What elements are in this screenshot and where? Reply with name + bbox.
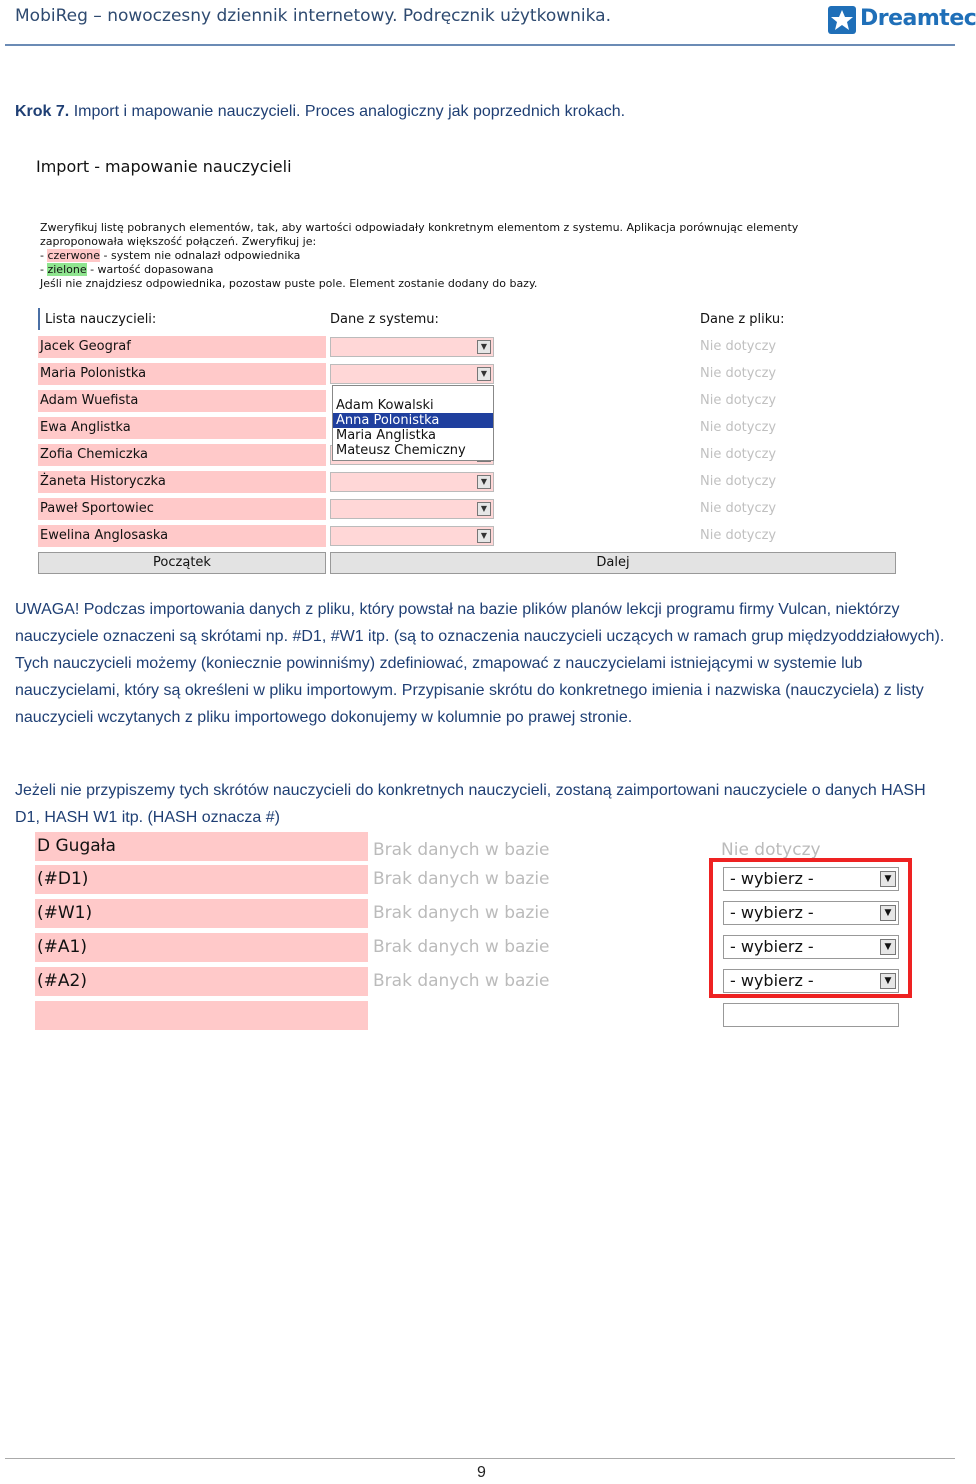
system-select-dropdown[interactable] (332, 385, 494, 461)
chevron-down-icon[interactable]: ▼ (477, 367, 491, 381)
file-value: Nie dotyczy (700, 474, 777, 489)
hash-teacher-name: (#A1) (35, 933, 368, 962)
chevron-down-icon[interactable]: ▼ (477, 502, 491, 516)
system-data: Brak danych w bazie (373, 903, 550, 923)
system-select[interactable] (330, 364, 494, 384)
chevron-down-icon[interactable]: ▼ (477, 340, 491, 354)
select-value: - wybierz - (730, 937, 814, 956)
file-value: Nie dotyczy (700, 393, 777, 408)
intro-green-rest: - wartość dopasowana (86, 263, 214, 276)
select-value: - wybierz - (730, 971, 814, 990)
system-select[interactable] (330, 337, 494, 357)
select-value: - wybierz - (730, 869, 814, 888)
teacher-name: Zofia Chemiczka (38, 444, 326, 466)
column-header-system: Dane z systemu: (330, 312, 439, 327)
file-value: Nie dotyczy (700, 501, 777, 516)
system-data: Brak danych w bazie (373, 937, 550, 957)
file-value-partial: Nie dotyczy (721, 840, 821, 860)
intro-dash: - (40, 263, 48, 276)
file-value: Nie dotyczy (700, 366, 777, 381)
teacher-name: Adam Wuefista (38, 390, 326, 412)
chevron-down-icon[interactable]: ▼ (880, 905, 896, 921)
next-button[interactable]: Dalej (330, 552, 896, 574)
dropdown-option[interactable]: Maria Anglistka (336, 428, 436, 443)
step-heading (15, 103, 625, 121)
file-teacher-select[interactable] (723, 901, 899, 925)
teacher-name: Ewa Anglistka (38, 417, 326, 439)
footer-divider (5, 1458, 955, 1459)
teacher-name: Maria Polonistka (38, 363, 326, 385)
system-data-partial: Brak danych w bazie (373, 840, 550, 860)
green-label: zielone (47, 263, 87, 276)
chevron-down-icon[interactable]: ▼ (880, 973, 896, 989)
intro-line: Jeśli nie znajdziesz odpowiednika, pozostaw puste pole. Element zostanie dodany do bazy. (40, 277, 538, 290)
dropdown-option-selected[interactable]: Anna Polonistka (333, 413, 493, 428)
header-divider (5, 44, 955, 46)
teacher-name: Żaneta Historyczka (38, 471, 326, 493)
hash-teacher-name: (#A2) (35, 967, 368, 996)
chevron-down-icon[interactable]: ▼ (880, 939, 896, 955)
note-paragraph: Jeżeli nie przypiszemy tych skrótów nauczycieli do konkretnych nauczycieli, zostaną zaimportowani nauczyciele o danych HASH D1, HASH W1 itp. (HASH oznacza #) (15, 782, 926, 826)
column-header-file: Dane z pliku: (700, 312, 785, 327)
file-value: Nie dotyczy (700, 420, 777, 435)
system-data: Brak danych w bazie (373, 869, 550, 889)
system-data: Brak danych w bazie (373, 971, 550, 991)
file-teacher-select-partial[interactable] (723, 1003, 899, 1027)
red-label: czerwone (47, 249, 101, 262)
intro-text (40, 221, 798, 291)
intro-line: zaproponowała większość połączeń. Zweryfikuj je: (40, 235, 317, 248)
intro-line-green (40, 263, 798, 277)
dropdown-option[interactable]: Adam Kowalski (336, 398, 434, 413)
select-value: - wybierz - (730, 903, 814, 922)
chevron-down-icon[interactable]: ▼ (477, 475, 491, 489)
warning-paragraph: UWAGA! Podczas importowania danych z pliku, który powstał na bazie plików planów lekcji programu firmy Vulcan, niektórzy nauczyciele oznaczeni są skrótami np. #D1, #W1 itp. (są to oznaczenia nauczycieli uczących w ramach grup międzyoddziałowych). Tych nauczycieli możemy (koniecznie powinniśmy) zdefiniować, zmapować z nauczycielami istniejącymi w systemie lub nauczycielami, który są określeni w pliku importowym. Przypisanie skrótu do konkretnego imienia i nazwiska (nauczyciela) z listy nauczycieli wczytanych z pliku importowego dokonujemy w kolumnie po prawej stronie. (15, 601, 945, 726)
file-teacher-select[interactable] (723, 935, 899, 959)
intro-line-red (40, 249, 798, 263)
chevron-down-icon[interactable]: ▼ (880, 871, 896, 887)
document-header-title: MobiReg – nowoczesny dziennik internetowy. Podręcznik użytkownika. (15, 6, 612, 26)
intro-red-rest: - system nie odnalazł odpowiednika (100, 249, 301, 262)
import-mapping-screenshot (30, 145, 905, 585)
page-number: 9 (477, 1464, 486, 1481)
intro-line: Zweryfikuj listę pobranych elementów, tak, aby wartości odpowiadały konkretnym elementom z systemu. Aplikacja porównując elementy (40, 221, 799, 234)
teacher-name: Ewelina Anglosaska (38, 525, 326, 547)
hash-teacher-name: (#D1) (35, 865, 368, 894)
system-select[interactable] (330, 499, 494, 519)
file-teacher-select[interactable] (723, 867, 899, 891)
column-header-list: Lista nauczycieli: (45, 312, 157, 327)
teacher-name-partial (35, 1001, 368, 1030)
logo-text: Dreamtec (860, 6, 976, 31)
teacher-name-partial: D Gugała (35, 832, 368, 861)
file-teacher-select[interactable] (723, 969, 899, 993)
hash-teacher-name: (#W1) (35, 899, 368, 928)
teacher-name: Jacek Geograf (38, 336, 326, 358)
hash-mapping-screenshot (30, 836, 920, 1007)
chevron-down-icon[interactable]: ▼ (477, 529, 491, 543)
intro-dash: - (40, 249, 48, 262)
file-value: Nie dotyczy (700, 528, 777, 543)
column-marker (38, 308, 40, 330)
step-label: Krok 7. (15, 103, 70, 120)
system-select[interactable] (330, 472, 494, 492)
page-title: Import - mapowanie nauczycieli (36, 157, 292, 176)
file-value: Nie dotyczy (700, 447, 777, 462)
dropdown-empty-option[interactable] (333, 386, 493, 398)
step-text: Import i mapowanie nauczycieli. Proces analogiczny jak poprzednich krokach. (69, 103, 626, 120)
file-value: Nie dotyczy (700, 339, 777, 354)
dropdown-option[interactable]: Mateusz Chemiczny (336, 443, 466, 458)
start-button[interactable]: Początek (38, 552, 326, 574)
teacher-name: Paweł Sportowiec (38, 498, 326, 520)
system-select[interactable] (330, 526, 494, 546)
